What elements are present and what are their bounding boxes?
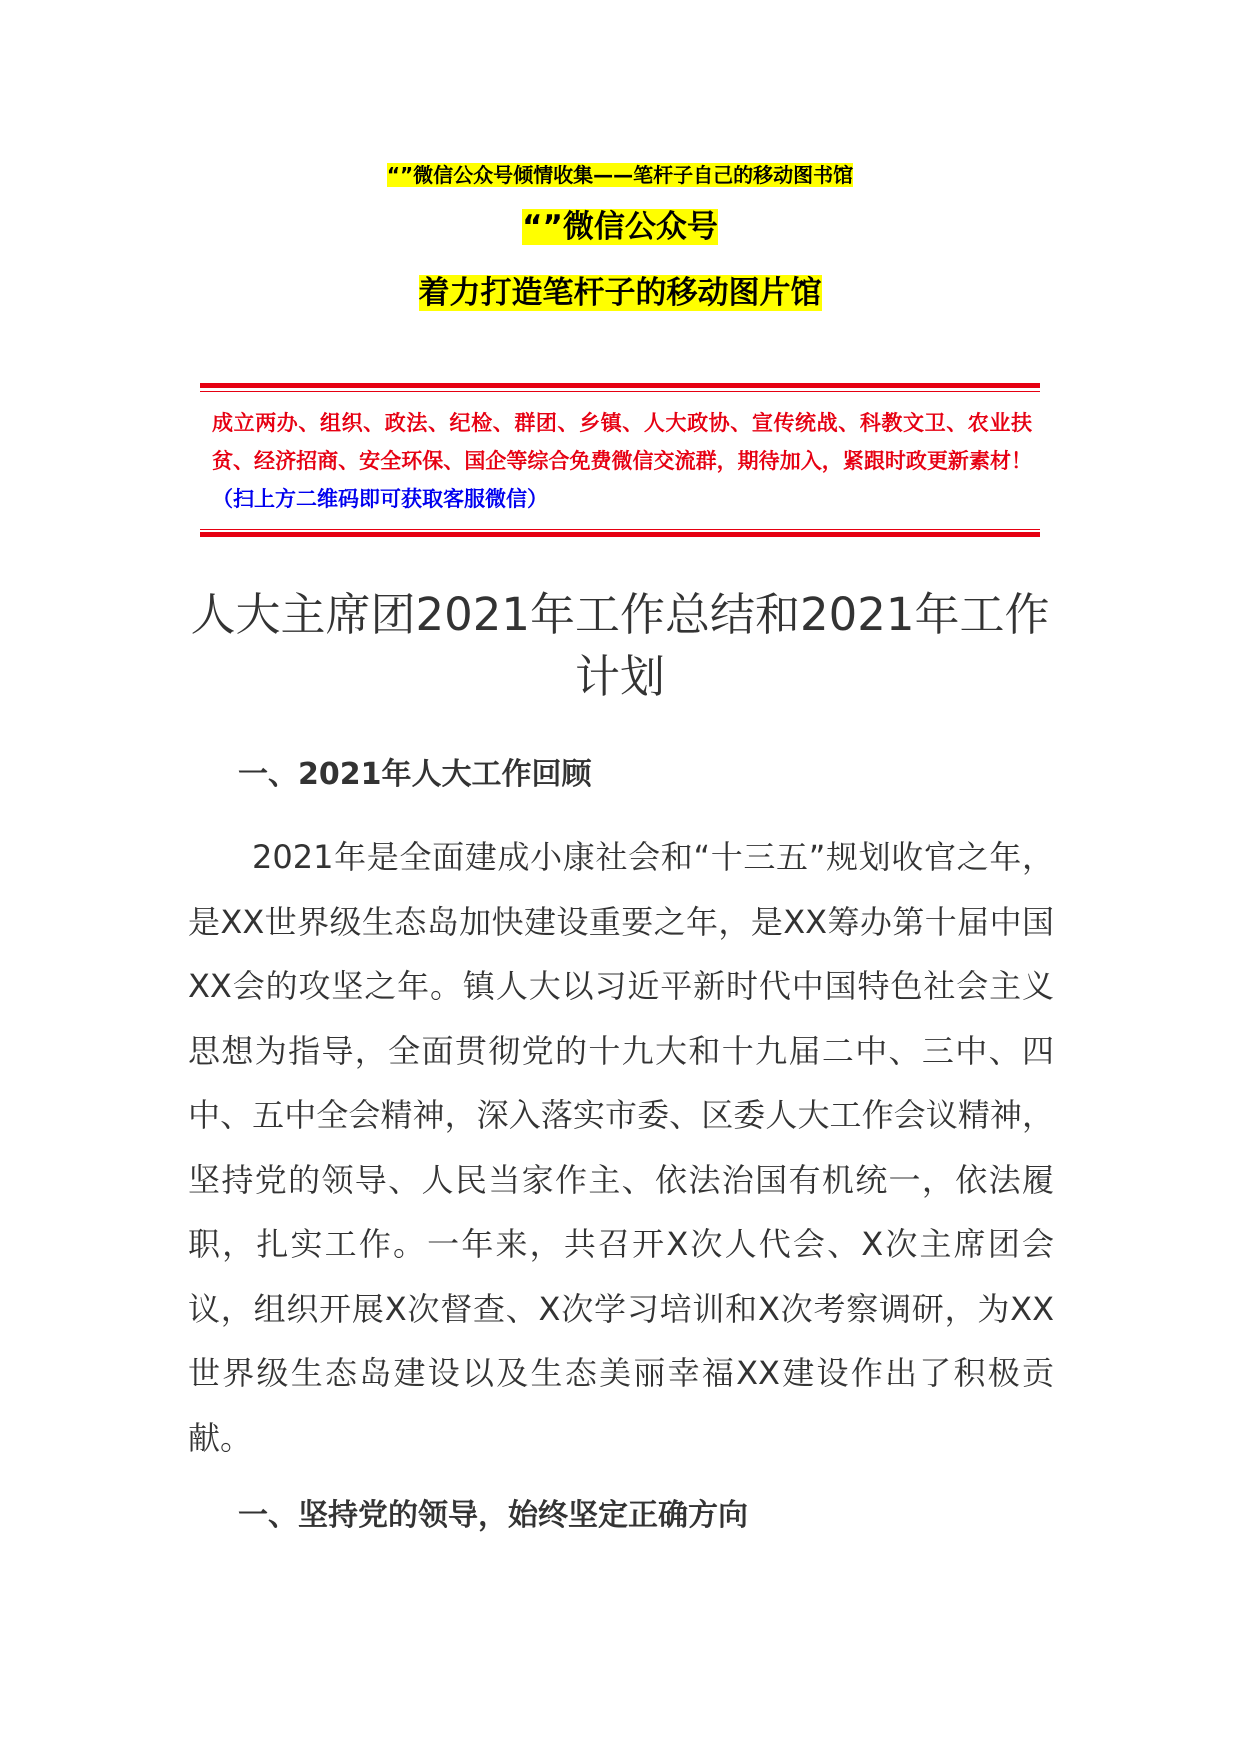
- top-divider-thin: [200, 391, 1040, 392]
- bottom-divider-thick: [200, 532, 1040, 537]
- header-line-2-text: “”微信公众号: [522, 209, 718, 245]
- header-line-2: [0, 206, 1240, 248]
- header-line-1: [0, 162, 1240, 188]
- header-line-3-text: 着力打造笔杆子的移动图片馆: [418, 275, 822, 311]
- header-line-3: [0, 272, 1240, 314]
- section-heading-review: 一、2021年人大工作回顾: [238, 757, 592, 792]
- section-heading-party-leadership: 一、坚持党的领导，始终坚定正确方向: [238, 1498, 748, 1533]
- body-paragraph: 2021年是全面建成小康社会和“十三五”规划收官之年，是XX世界级生态岛加快建设重要之年，是XX筹办第十届中国XX会的攻坚之年。镇人大以习近平新时代中国特色社会主义思想为指导，全面贯彻党的十九大和十九届二中、三中、四中、五中全会精神，深入落实市委、区委人大工作会议精神，坚持党的领导、人民当家作主、依法治国有机统一，依法履职，扎实工作。一年来，共召开X次人代会、X次主席团会议，组织开展X次督查、X次学习培训和X次考察调研，为XX世界级生态岛建设以及生态美丽幸福XX建设作出了积极贡献。: [188, 838, 1054, 1457]
- top-divider-thick: [200, 383, 1040, 388]
- document-title: 人大主席团2021年工作总结和2021年工作计划: [190, 588, 1050, 703]
- header-line-1-text: “”微信公众号倾情收集——笔杆子自己的移动图书馆: [386, 163, 854, 187]
- promo-notice: [212, 404, 1032, 518]
- promo-text: 成立两办、组织、政法、纪检、群团、乡镇、人大政协、宣传统战、科教文卫、农业扶贫、经济招商、安全环保、国企等综合免费微信交流群，期待加入，紧跟时政更新素材！: [212, 411, 1032, 473]
- bottom-divider-thin: [200, 529, 1040, 530]
- promo-qr-hint: （扫上方二维码即可获取客服微信）: [212, 487, 548, 511]
